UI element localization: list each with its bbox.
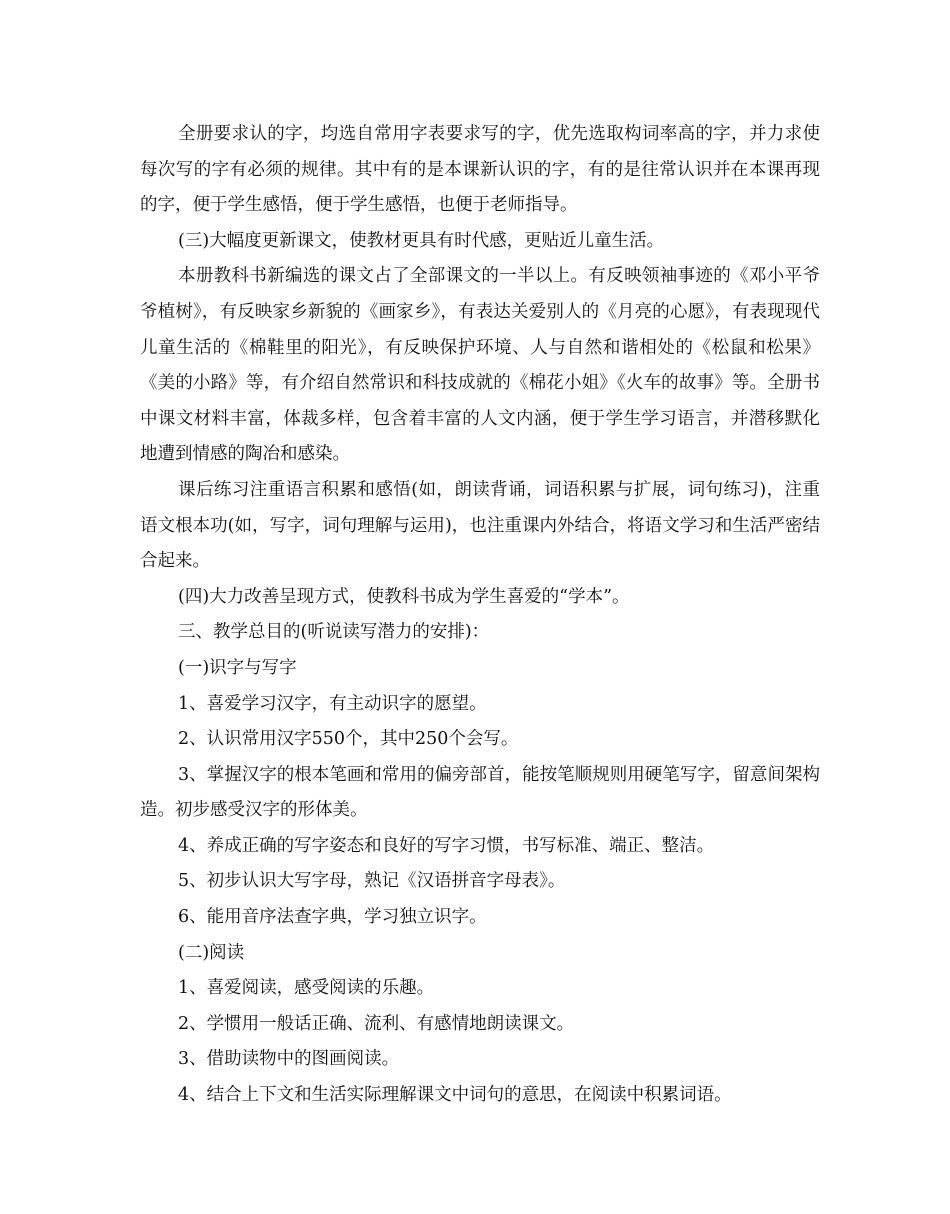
- heading-literacy-writing: (一)识字与写字: [178, 657, 297, 678]
- heading-reading: (二)阅读: [178, 942, 245, 963]
- list-item-literacy-3: 3、掌握汉字的根本笔画和常用的偏旁部首，能按笔顺规则用硬笔写字，留意间架构造。初步感受汉字的形体美。: [140, 764, 820, 821]
- list-item-literacy-5: 5、初步认识大写字母，熟记《汉语拼音字母表》。: [178, 871, 566, 892]
- list-item-reading-4: 4、结合上下文和生活实际理解课文中词句的意思，在阅读中积累词语。: [178, 1085, 732, 1106]
- heading-presentation: (四)大力改善呈现方式，使教科书成为学生喜爱的“学本”。: [178, 586, 630, 607]
- heading-update-texts: (三)大幅度更新课文，使教材更具有时代感，更贴近儿童生活。: [178, 230, 665, 251]
- paragraph-new-texts: 本册教科书新编选的课文占了全部课文的一半以上。有反映领袖事迹的《邓小平爷爷植树》，有反映家乡新貌的《画家乡》，有表达关爱别人的《月亮的心愿》，有表现现代儿童生活的《棉鞋里的阳光》，有反映保护环境、人与自然和谐相处的《松鼠和松果》《美的小路》等，有介绍自然常识和科技成就的《棉花小姐》《火车的故事》等。全册书中课文材料丰富，体裁多样，包含着丰富的人文内涵，便于学生学习语言，并潜移默化地遭到情感的陶冶和感染。: [140, 266, 820, 465]
- list-item-literacy-6: 6、能用音序法查字典，学习独立识字。: [178, 907, 487, 928]
- list-item-literacy-4: 4、养成正确的写字姿态和良好的写字习惯，书写标准、端正、整洁。: [178, 835, 715, 856]
- list-item-reading-1: 1、喜爱阅读，感受阅读的乐趣。: [178, 978, 435, 999]
- paragraph-exercises: 课后练习注重语言积累和感悟(如，朗读背诵，词语积累与扩展，词句练习)，注重语文根本功(如，写字，词句理解与运用)，也注重课内外结合，将语文学习和生活严密结合起来。: [140, 479, 820, 572]
- list-item-reading-3: 3、借助读物中的图画阅读。: [178, 1049, 400, 1070]
- list-item-reading-2: 2、学惯用一般话正确、流利、有感情地朗读课文。: [178, 1013, 575, 1034]
- paragraph-character-requirements: 全册要求认的字，均选自常用字表要求写的字，优先选取构词率高的字，并力求使每次写的字有必须的规律。其中有的是本课新认识的字，有的是往常认识并在本课再现的字，便于学生感悟，便于学生感悟，也便于老师指导。: [140, 124, 820, 216]
- list-item-literacy-1: 1、喜爱学习汉字，有主动识字的愿望。: [178, 693, 487, 714]
- document-body: [140, 117, 820, 1114]
- heading-teaching-goals: 三、教学总目的(听说读写潜力的安排)：: [178, 622, 490, 643]
- list-item-literacy-2: 2、认识常用汉字550个，其中250个会写。: [178, 729, 519, 750]
